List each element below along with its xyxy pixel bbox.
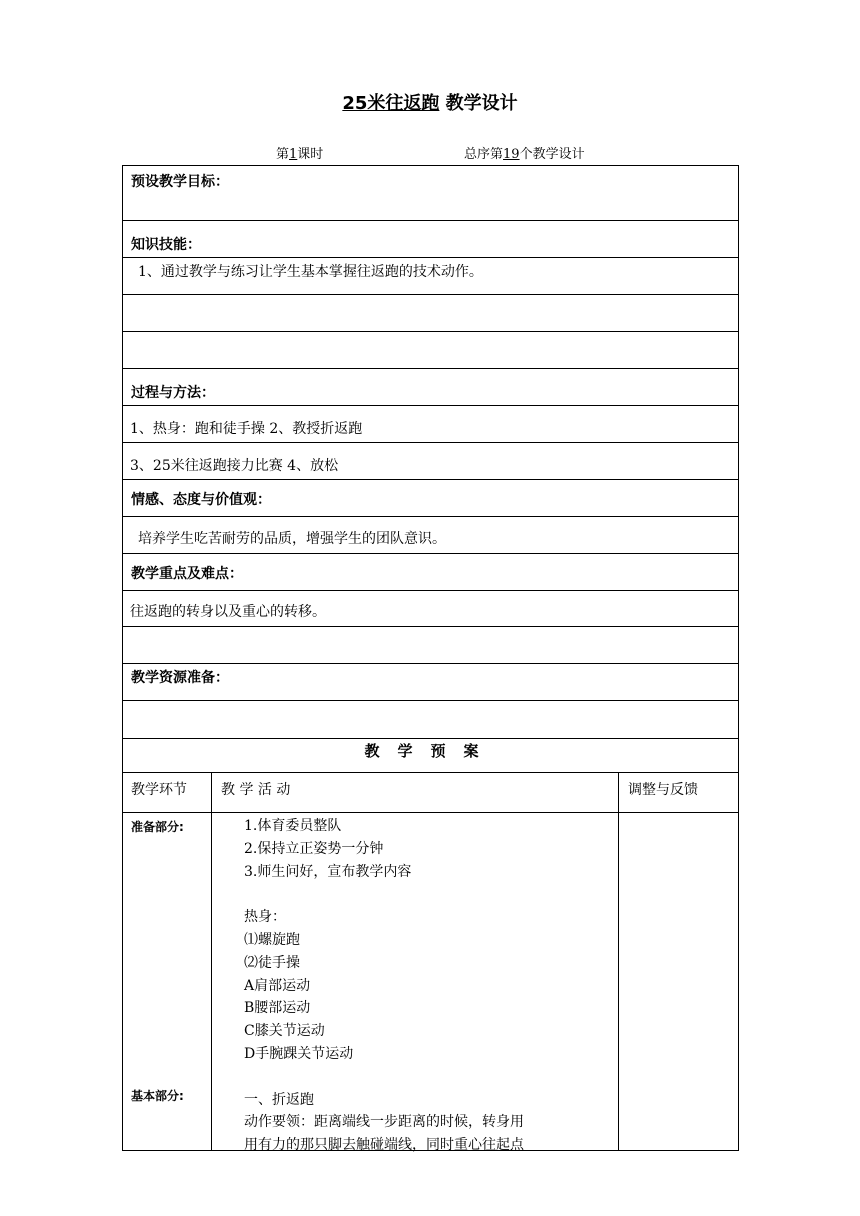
total-prefix: 总序第 (464, 147, 504, 162)
activity-line: 动作要领：距离端线一步距离的时候，转身用 (244, 1114, 524, 1131)
emotion-item-row (122, 523, 738, 553)
total-number-label (464, 143, 585, 162)
activity-line: 3.师生问好，宣布教学内容 (244, 863, 412, 880)
knowledge-item: 1、通过教学与练习让学生基本掌握往返跑的技术动作。 (138, 264, 483, 280)
column-divider (618, 772, 619, 1151)
activity-line: 1.体育委员整队 (244, 818, 342, 834)
emotion-item: 培养学生吃苦耐劳的品质，增强学生的团队意识。 (138, 531, 446, 547)
keypoints-heading-row (122, 560, 738, 590)
process-line1-row (122, 412, 738, 442)
activity-line: ⑵徒手操 (244, 954, 300, 971)
process-line-1: 1、热身：跑和徒手操 2、教授折返跑 (130, 421, 363, 437)
column-divider (211, 772, 212, 1151)
column-header-activity: 教 学 活 动 (221, 782, 291, 798)
activity-line: 用有力的那只脚去触碰端线，同时重心往起点 (244, 1137, 524, 1154)
emotion-heading-row (122, 486, 738, 516)
row-divider (122, 220, 739, 221)
activity-line: 2.保持立正姿势一分钟 (244, 840, 384, 857)
process-line2-row (122, 449, 738, 479)
title-suffix: 教学设计 (445, 93, 518, 114)
keypoints-item-row (122, 597, 738, 626)
activity-line: ⑴螺旋跑 (244, 931, 300, 948)
total-suffix: 个教学设计 (519, 147, 585, 162)
title-main: 25米往返跑 (342, 93, 440, 114)
keypoints-item: 往返跑的转身以及重心的转移。 (130, 604, 326, 620)
row-divider (122, 626, 739, 627)
row-divider (122, 772, 739, 773)
prep-activity-list (244, 815, 524, 1157)
lesson-number: 1 (289, 147, 298, 162)
row-divider (122, 590, 739, 591)
knowledge-heading: 知识技能： (131, 237, 201, 253)
knowledge-heading-row (122, 230, 738, 257)
lesson-suffix: 课时 (297, 147, 324, 162)
basic-section-label: 基本部分: (131, 1089, 184, 1103)
plan-banner: 教学预案 (364, 742, 497, 760)
lesson-prefix: 第 (276, 147, 290, 162)
emotion-heading: 情感、态度与价值观： (131, 492, 271, 508)
row-divider (122, 331, 739, 332)
goals-heading: 预设教学目标： (131, 174, 229, 190)
document-title (0, 89, 860, 115)
activity-line: C膝关节运动 (244, 1023, 325, 1040)
activity-line: B腰部运动 (244, 1000, 311, 1017)
knowledge-item-row (122, 257, 738, 294)
resources-heading: 教学资源准备： (131, 670, 229, 686)
prep-section-label: 准备部分: (131, 820, 184, 834)
keypoints-heading: 教学重点及难点： (131, 566, 243, 582)
row-divider (122, 405, 739, 406)
row-divider (122, 368, 739, 369)
process-heading-row (122, 378, 738, 405)
row-divider (122, 516, 739, 517)
lesson-number-label (276, 143, 323, 162)
resources-heading-row (122, 664, 738, 694)
row-divider (122, 553, 739, 554)
row-divider (122, 294, 739, 295)
column-header-stage: 教学环节 (131, 782, 187, 798)
goals-row (122, 165, 738, 220)
row-divider (122, 479, 739, 480)
activity-line: 一、折返跑 (244, 1091, 314, 1108)
activity-line: A肩部运动 (244, 977, 311, 994)
row-divider (122, 442, 739, 443)
activity-line: 热身： (244, 909, 286, 926)
total-number: 19 (503, 147, 520, 162)
process-line-2: 3、25米往返跑接力比赛 4、放松 (130, 458, 339, 474)
row-divider (122, 812, 739, 813)
activity-line: D手腕踝关节运动 (244, 1045, 354, 1062)
row-divider (122, 700, 739, 701)
process-heading: 过程与方法： (131, 385, 215, 401)
column-header-feedback: 调整与反馈 (628, 782, 698, 798)
